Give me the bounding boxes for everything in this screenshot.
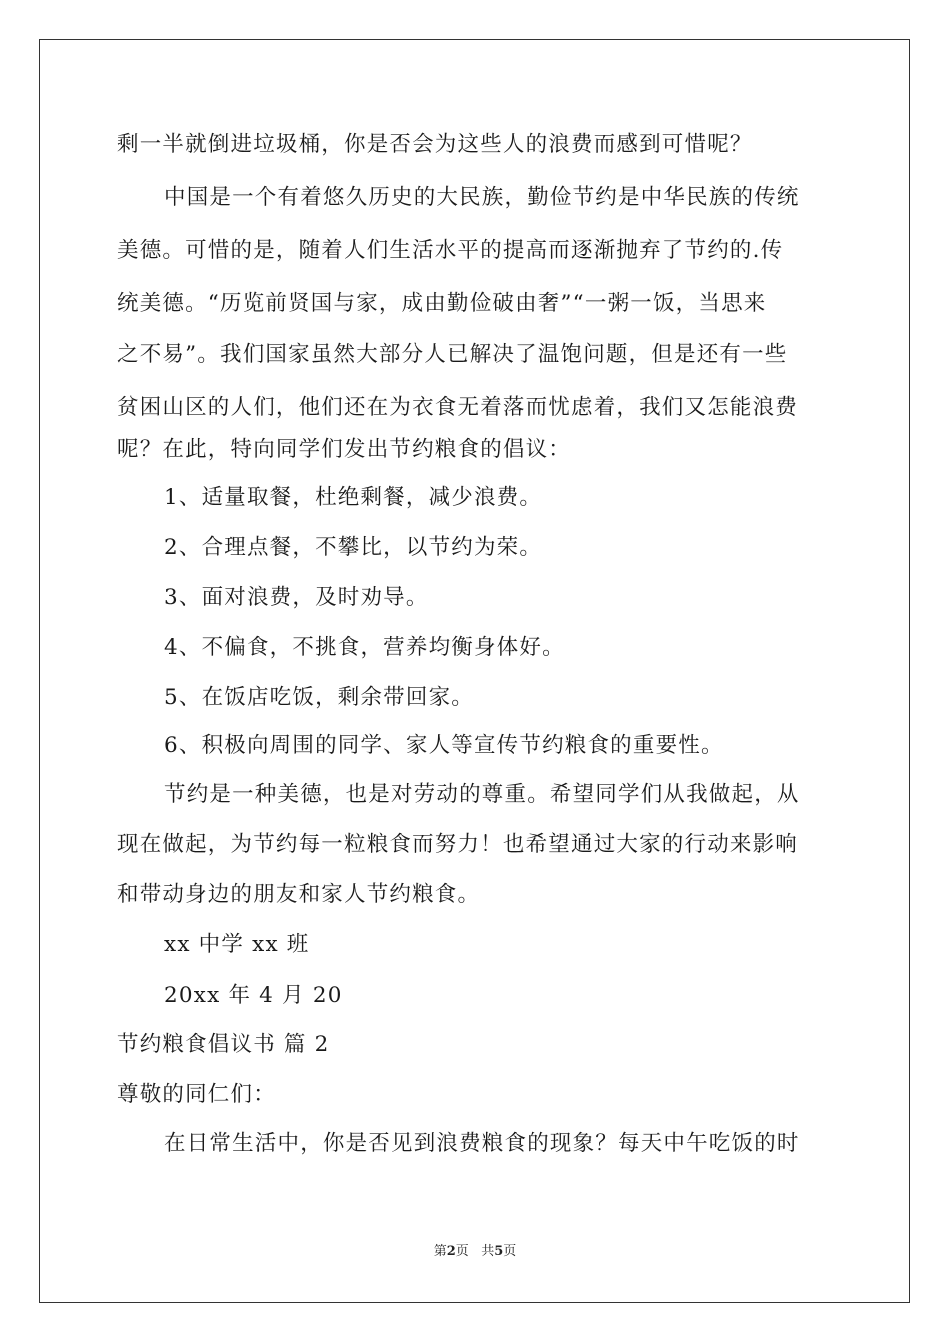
list-item: 5、在饭店吃饭，剩余带回家。 [164,685,474,710]
paragraph-line: 中国是一个有着悠久历史的大民族，勤俭节约是中华民族的传统 [164,185,800,210]
list-item: 1、适量取餐，杜绝剩餐，减少浪费。 [164,485,543,510]
paragraph-line: 在日常生活中，你是否见到浪费粮食的现象？每天中午吃饭的时 [164,1131,800,1156]
paragraph-line: 美德。可惜的是，随着人们生活水平的提高而逐渐抛弃了节约的.传 [117,238,784,263]
paragraph-line: 之不易”。我们国家虽然大部分人已解决了温饱问题，但是还有一些 [117,342,788,367]
paragraph-line: 剩一半就倒进垃圾桶，你是否会为这些人的浪费而感到可惜呢？ [117,132,753,157]
page-border [39,39,910,1303]
paragraph-line: 统美德。“历览前贤国与家，成由勤俭破由奢”“一粥一饭，当思来 [117,291,767,316]
paragraph-line: 和带动身边的朋友和家人节约粮食。 [117,882,481,907]
page-number-footer [0,1244,950,1260]
list-item: 6、积极向周围的同学、家人等宣传节约粮食的重要性。 [164,733,724,758]
signature-class: xx 中学 xx 班 [164,932,310,957]
paragraph-line: 呢？在此，特向同学们发出节约粮食的倡议： [117,437,572,462]
page-current: 2 [446,1244,456,1259]
page-total: 5 [494,1244,504,1259]
page-prefix: 第 [433,1244,447,1259]
list-item: 3、面对浪费，及时劝导。 [164,585,429,610]
list-item: 4、不偏食，不挑食，营养均衡身体好。 [164,635,565,660]
list-item: 2、合理点餐，不攀比，以节约为荣。 [164,535,543,560]
paragraph-line: 节约是一种美德，也是对劳动的尊重。希望同学们从我做起，从 [164,782,800,807]
paragraph-line: 贫困山区的人们，他们还在为衣食无着落而忧虑着，我们又怎能浪费 [117,395,799,420]
signature-date: 20xx 年 4 月 20 [164,983,343,1008]
salutation: 尊敬的同仁们： [117,1082,276,1107]
page-suffix: 页 [503,1244,517,1259]
section-heading: 节约粮食倡议书 篇 2 [117,1032,330,1057]
page-mid: 页 共 [455,1244,495,1259]
paragraph-line: 现在做起，为节约每一粒粮食而努力！也希望通过大家的行动来影响 [117,832,799,857]
